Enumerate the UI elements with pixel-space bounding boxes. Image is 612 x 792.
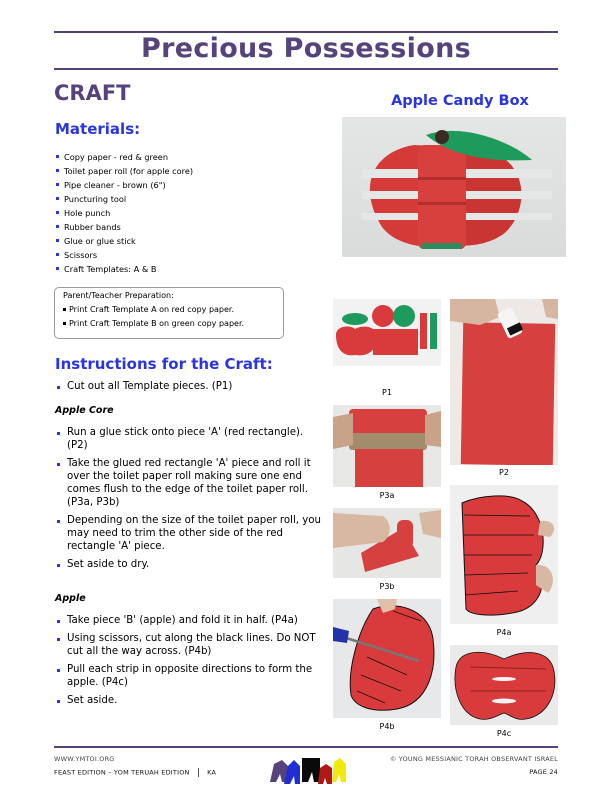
photo-p4b-cutting <box>333 599 441 718</box>
footer-page-number: PAGE 24 <box>529 768 558 776</box>
instruction-step: Pull each strip in opposite directions to form the apple. (P4c) <box>55 663 327 689</box>
instruction-step: Set aside. <box>55 694 327 707</box>
footer-website[interactable]: WWW.YMTOI.ORG <box>54 755 115 763</box>
apple-heading: Apple <box>55 593 86 604</box>
preparation-item: Print Craft Template A on red copy paper. <box>63 303 275 317</box>
instruction-step: Cut out all Template pieces. (P1) <box>55 380 327 393</box>
caption-p3a: P3a <box>379 491 395 500</box>
ymtoi-logo <box>268 752 348 786</box>
instruction-step: Depending on the size of the toilet paper roll, you may need to trim the other side of the red rectangle 'A' piece. <box>55 514 327 553</box>
photo-p3a-roll <box>333 405 441 487</box>
caption-p2: P2 <box>499 468 509 477</box>
material-item: Copy paper - red & green <box>55 150 193 164</box>
apple-core-steps <box>55 426 327 576</box>
header-rule-bottom <box>54 68 558 70</box>
material-item: Pipe cleaner - brown (6") <box>55 178 193 192</box>
apple-candy-box-illustration <box>342 117 566 257</box>
materials-heading: Materials: <box>55 120 141 138</box>
material-item: Rubber bands <box>55 220 193 234</box>
material-item: Puncturing tool <box>55 192 193 206</box>
instruction-step: Using scissors, cut along the black lines. Do NOT cut all the way across. (P4b) <box>55 632 327 658</box>
ymtoi-figures-logo-icon <box>268 752 348 786</box>
instruction-step: Take the glued red rectangle 'A' piece and roll it over the toilet paper roll making sure one end comes flush to the edge of the toilet paper roll. (P3a, P3b) <box>55 457 327 509</box>
footer-edition-label: FEAST EDITION – YOM TERUAH EDITION <box>54 768 190 777</box>
photo-p4c-pulled-apple <box>450 645 558 725</box>
material-item: Hole punch <box>55 206 193 220</box>
hero-photo-apple-candy-box <box>342 117 566 257</box>
photo-p1-template-pieces <box>333 299 441 366</box>
craft-title: Apple Candy Box <box>391 93 529 109</box>
footer-copyright: © YOUNG MESSIANIC TORAH OBSERVANT ISRAEL <box>389 755 558 763</box>
apple-steps <box>55 614 327 712</box>
apple-core-heading: Apple Core <box>55 405 114 416</box>
materials-list <box>55 150 193 276</box>
caption-p3b: P3b <box>379 582 395 591</box>
preparation-heading: Parent/Teacher Preparation: <box>63 291 174 300</box>
photo-p4a-folded-apple <box>450 485 558 624</box>
preparation-item: Print Craft Template B on green copy paper. <box>63 317 275 331</box>
instruction-step: Take piece 'B' (apple) and fold it in half. (P4a) <box>55 614 327 627</box>
instructions-intro <box>55 380 327 398</box>
caption-p1: P1 <box>382 388 392 397</box>
material-item: Toilet paper roll (for apple core) <box>55 164 193 178</box>
photo-p3b-roll-pressed <box>333 508 441 578</box>
caption-p4a: P4a <box>496 628 512 637</box>
section-label: CRAFT <box>54 81 131 105</box>
preparation-box <box>54 287 284 339</box>
footer-rule <box>54 746 558 748</box>
footer-edition <box>54 768 216 777</box>
material-item: Scissors <box>55 248 193 262</box>
photo-p2-glue-stick <box>450 299 558 465</box>
footer-divider <box>198 768 199 777</box>
caption-p4c: P4c <box>496 729 512 738</box>
instructions-heading: Instructions for the Craft: <box>55 355 273 373</box>
material-item: Craft Templates: A & B <box>55 262 193 276</box>
instruction-step: Run a glue stick onto piece 'A' (red rectangle). (P2) <box>55 426 327 452</box>
footer-edition-code: KA <box>207 768 217 777</box>
instruction-step: Set aside to dry. <box>55 558 327 571</box>
material-item: Glue or glue stick <box>55 234 193 248</box>
caption-p4b: P4b <box>379 722 395 731</box>
page-title: Precious Possessions <box>141 33 471 64</box>
